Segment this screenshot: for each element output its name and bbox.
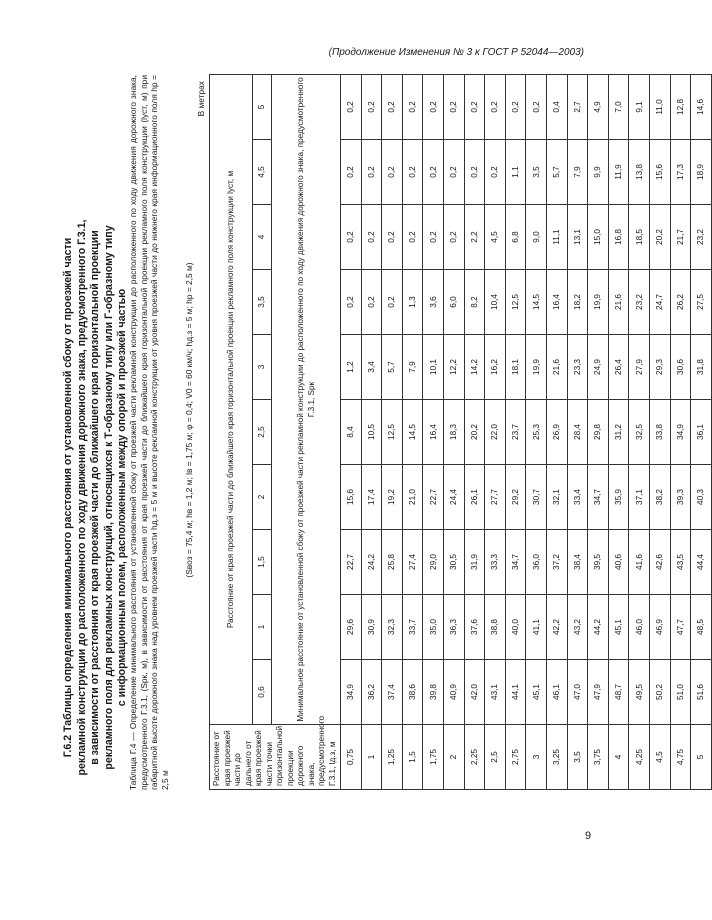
table-row [691,74,712,789]
table-cell: 0,2 [464,140,485,205]
table-cell: 0,2 [402,140,423,205]
table-row [485,74,506,789]
table-caption [128,75,170,790]
table-cell: 8,2 [464,270,485,335]
table-cell: 39,3 [670,465,691,530]
table-row [443,74,464,789]
table-cell: 40,0 [505,595,526,660]
table-cell: 12,5 [505,270,526,335]
table-cell: 8,4 [341,400,362,465]
table-cell: 29,6 [341,595,362,660]
table-cell: 13,8 [629,140,650,205]
table-row [361,74,382,789]
table-cell: 44,1 [505,660,526,725]
table-cell: 38,6 [402,660,423,725]
table-cell: 37,4 [382,660,403,725]
table-cell: 24,7 [649,270,670,335]
table-cell: 25,8 [382,530,403,595]
table-cell: 0,4 [546,74,567,139]
table-cell: 0,2 [423,74,444,139]
table-cell: 0,2 [382,205,403,270]
table-cell: 46,9 [649,595,670,660]
table-cell: 19,9 [526,335,547,400]
table-cell: 10,1 [423,335,444,400]
table-cell: 0,2 [526,74,547,139]
table-cell: 0,2 [443,205,464,270]
table-cell: 24,4 [443,465,464,530]
table-cell: 29,8 [588,400,609,465]
table-cell: 13,1 [567,205,588,270]
table-cell: 46,0 [629,595,650,660]
table-cell: 21,6 [546,335,567,400]
table-cell: 42,0 [464,660,485,725]
table-cell: 14,5 [402,400,423,465]
table-cell: 9,9 [588,140,609,205]
table-row [464,74,485,789]
table-cell: 30,6 [670,335,691,400]
header-note: (Продолжение Изменения № 3 к ГОСТ Р 52044—2003) [328,47,584,58]
table-row [341,74,362,789]
row-label: 2,5 [485,725,506,790]
table-cell: 21,0 [402,465,423,530]
table-cell: 23,3 [567,335,588,400]
table-cell: 0,2 [464,74,485,139]
table-cell: 23,7 [505,400,526,465]
table-cell: 0,2 [341,205,362,270]
table-cell: 50,2 [649,660,670,725]
column-group-header: Расстояние от края проезжей части до ближайшего края горизонтальной проекции рекламного поля конструкции lуст, м [210,74,253,724]
table-row [505,74,526,789]
table-cell: 3,4 [361,335,382,400]
table-cell: 3,6 [423,270,444,335]
table-cell: 9,0 [526,205,547,270]
table-cell: 46,1 [546,660,567,725]
table-cell: 5,7 [546,140,567,205]
table-cell: 14,2 [464,335,485,400]
table-cell: 35,0 [423,595,444,660]
table-cell: 12,5 [382,400,403,465]
units-note: В метрах [196,81,206,117]
table-cell: 18,3 [443,400,464,465]
table-cell: 16,4 [546,270,567,335]
table-cell: 36,1 [691,400,712,465]
table-cell: 33,7 [402,595,423,660]
section-title-line: рекламного поля для рекламных конструкций, относящихся к Т-образному типу или Г-образному типу [102,225,115,770]
table-cell: 1,2 [341,335,362,400]
table-cell: 48,7 [608,660,629,725]
table-row [423,74,444,789]
table-cell: 3,5 [526,140,547,205]
column-header: 3 [252,335,271,400]
table-cell: 30,7 [526,465,547,530]
row-label: 2,75 [505,725,526,790]
table-cell: 34,7 [505,530,526,595]
table-cell: 22,7 [423,465,444,530]
row-label: 0,75 [341,725,362,790]
table-row [546,74,567,789]
table-cell: 22,0 [485,400,506,465]
table-cell: 28,4 [567,400,588,465]
table-cell: 36,3 [443,595,464,660]
table-cell: 1,3 [402,270,423,335]
table-cell: 34,9 [670,400,691,465]
table-cell: 17,4 [361,465,382,530]
table-cell: 31,8 [691,335,712,400]
table-row [526,74,547,789]
table-cell: 34,7 [588,465,609,530]
table-cell: 0,2 [382,140,403,205]
table-cell: 33,4 [567,465,588,530]
table-cell: 26,2 [670,270,691,335]
table-cell: 4,9 [588,74,609,139]
table-cell: 7,9 [402,335,423,400]
table-cell: 15,6 [649,140,670,205]
table-cell: 0,2 [505,74,526,139]
table-cell: 43,2 [567,595,588,660]
table-cell: 30,9 [361,595,382,660]
table-cell: 36,2 [361,660,382,725]
table-cell: 10,5 [361,400,382,465]
table-cell: 0,2 [485,140,506,205]
table-cell: 40,6 [608,530,629,595]
table-row [649,74,670,789]
table-cell: 38,2 [649,465,670,530]
table-cell: 0,2 [341,74,362,139]
table-cell: 42,6 [649,530,670,595]
table-cell: 14,5 [526,270,547,335]
table-cell: 24,9 [588,335,609,400]
table-cell: 7,9 [567,140,588,205]
row-label: 4,75 [670,725,691,790]
table-cell: 30,5 [443,530,464,595]
column-header: 0,6 [252,660,271,725]
formula-line: (Sвоз = 75,4 м; hв = 1,2 м; lв = 1,75 м; φ = 0,4; V0 = 60 км/ч; hд.з = 5 м; hр = 2,5 м) [184,262,194,578]
row-label: 4,5 [649,725,670,790]
row-label: 3,25 [546,725,567,790]
row-label: 2 [443,725,464,790]
table-row [608,74,629,789]
table-cell: 0,2 [361,74,382,139]
table-cell: 33,3 [485,530,506,595]
table-cell: 38,4 [567,530,588,595]
table-body [341,74,712,789]
table-cell: 38,8 [485,595,506,660]
table-cell: 6,8 [505,205,526,270]
table-cell: 47,0 [567,660,588,725]
table-cell: 23,2 [691,205,712,270]
table-row [402,74,423,789]
table-cell: 7,0 [608,74,629,139]
table-cell: 18,9 [691,140,712,205]
table-cell: 21,6 [608,270,629,335]
column-header: 3,5 [252,270,271,335]
table-cell: 27,7 [485,465,506,530]
table-cell: 37,1 [629,465,650,530]
table-cell: 26,9 [546,400,567,465]
row-label: 3,5 [567,725,588,790]
table-cell: 16,4 [423,400,444,465]
table-cell: 37,6 [464,595,485,660]
table-cell: 47,7 [670,595,691,660]
row-label: 5 [691,725,712,790]
row-label: 4,25 [629,725,650,790]
row-label: 1,75 [423,725,444,790]
table-cell: 20,2 [649,205,670,270]
table-cell: 0,2 [382,74,403,139]
table-cell: 24,2 [361,530,382,595]
table-cell: 0,2 [341,270,362,335]
row-label: 1,5 [402,725,423,790]
table-cell: 26,1 [464,465,485,530]
table-cell: 0,2 [443,140,464,205]
row-label: 1,25 [382,725,403,790]
table-cell: 23,2 [629,270,650,335]
table-cell: 45,1 [608,595,629,660]
table-cell: 15,6 [341,465,362,530]
table-cell: 0,2 [341,140,362,205]
column-header: 4,5 [252,140,271,205]
rotated-page-content [62,75,706,920]
section-title [62,75,130,920]
table-cell: 32,3 [382,595,403,660]
table-row [382,74,403,789]
row-label: 3,75 [588,725,609,790]
table-cell: 47,9 [588,660,609,725]
table-cell: 43,1 [485,660,506,725]
row-header: Расстояние от края проезжей части до дальнего от края проезжей части точки горизонтальной проекции дорожного знака, предусмотренного Г.3.1, lд.з, м [210,725,341,790]
row-label: 2,25 [464,725,485,790]
table-cell: 0,2 [361,270,382,335]
table-cell: 39,8 [423,660,444,725]
table-cell: 33,8 [649,400,670,465]
table-cell: 6,0 [443,270,464,335]
table-cell: 41,1 [526,595,547,660]
row-label: 1 [361,725,382,790]
table-cell: 49,5 [629,660,650,725]
column-header: 1 [252,595,271,660]
page-number: 9 [585,830,592,842]
section-title-line: с информационным полем, расположенным между опорой и проезжей частью [116,288,129,707]
table-cell: 39,5 [588,530,609,595]
table-cell: 19,2 [382,465,403,530]
column-header: 2,5 [252,400,271,465]
table-cell: 16,8 [608,205,629,270]
table-cell: 14,6 [691,74,712,139]
table-cell: 31,9 [464,530,485,595]
section-title-line: рекламной конструкции до расположенного по ходу движения дорожного знака, предусмотренного Г.3.1, [75,219,88,776]
table-cell: 20,2 [464,400,485,465]
sub-header: Минимальное расстояние от установленной сбоку от проезжей части рекламной конструкции до расположенного по ходу движения дорожного знака, предусмотренного Г.3.1, Sрк [271,74,340,724]
table-cell: 0,2 [423,140,444,205]
table-cell: 17,3 [670,140,691,205]
table-cell: 32,1 [546,465,567,530]
table-cell: 51,6 [691,660,712,725]
table-cell: 0,2 [382,270,403,335]
table-cell: 42,2 [546,595,567,660]
table-cell: 18,5 [629,205,650,270]
table-cell: 2,2 [464,205,485,270]
table-cell: 29,2 [505,465,526,530]
table-cell: 45,1 [526,660,547,725]
table-cell: 0,2 [443,74,464,139]
table-row [670,74,691,789]
table-cell: 11,0 [649,74,670,139]
table-cell: 0,2 [402,74,423,139]
row-label: 3 [526,725,547,790]
table-cell: 12,8 [670,74,691,139]
table-cell: 0,2 [423,205,444,270]
table-cell: 16,2 [485,335,506,400]
table-cell: 0,2 [361,140,382,205]
table-cell: 27,9 [629,335,650,400]
table-row [567,74,588,789]
table-cell: 22,7 [341,530,362,595]
table-cell: 34,9 [341,660,362,725]
table-cell: 25,3 [526,400,547,465]
table-row [629,74,650,789]
table-cell: 5,7 [382,335,403,400]
column-header-row [252,74,271,789]
section-title-line: в зависимости от расстояния от края проезжей части до ближайшего края горизонтальной проекции [89,230,102,765]
column-header: 2 [252,465,271,530]
table-caption-text: Таблица Г.4 — Определение минимального расстояния от установленной сбоку от проезжей части рекламной конструкции до расположенного по ходу движения дорожного знака, предусмотренного Г.3.1, (Sрк, м), в зависимости от расстояния от края проезжей части до ближайшего края горизонтальной проекции рекламного поля конструкции (lуст, м) при габаритной высоте дорожного знака над уровнем проезжей части hд.з = 5 м и высоте рекламной конструкции от уровня проезжей части до нижнего края информационного поля hр = 2,5 м [128,75,170,790]
table-cell: 40,3 [691,465,712,530]
table-cell: 4,5 [485,205,506,270]
table-cell: 36,0 [526,530,547,595]
table-cell: 44,4 [691,530,712,595]
table-cell: 18,1 [505,335,526,400]
data-table [209,74,712,790]
table-cell: 11,9 [608,140,629,205]
column-header: 5 [252,74,271,139]
table-cell: 31,2 [608,400,629,465]
table-cell: 0,2 [402,205,423,270]
table-cell: 9,1 [629,74,650,139]
table-cell: 43,5 [670,530,691,595]
table-cell: 35,9 [608,465,629,530]
table-cell: 11,1 [546,205,567,270]
table-cell: 51,0 [670,660,691,725]
table-cell: 48,5 [691,595,712,660]
column-header: 1,5 [252,530,271,595]
table-cell: 21,7 [670,205,691,270]
table-cell: 32,5 [629,400,650,465]
table-cell: 2,7 [567,74,588,139]
column-header: 4 [252,205,271,270]
table-cell: 40,9 [443,660,464,725]
table-cell: 29,3 [649,335,670,400]
table-cell: 15,0 [588,205,609,270]
table-cell: 19,9 [588,270,609,335]
table-cell: 41,6 [629,530,650,595]
table-cell: 27,5 [691,270,712,335]
table-cell: 26,4 [608,335,629,400]
section-title-line: Г.6.2 Таблицы определения минимального расстояния от установленной сбоку от проезжей части [62,237,74,758]
table-cell: 1,1 [505,140,526,205]
row-label: 4 [608,725,629,790]
table-cell: 27,4 [402,530,423,595]
table-cell: 12,2 [443,335,464,400]
table-cell: 18,2 [567,270,588,335]
table-cell: 44,2 [588,595,609,660]
table-cell: 37,2 [546,530,567,595]
table-row [588,74,609,789]
table-cell: 0,2 [361,205,382,270]
table-cell: 10,4 [485,270,506,335]
table-cell: 29,0 [423,530,444,595]
table-cell: 0,2 [485,74,506,139]
